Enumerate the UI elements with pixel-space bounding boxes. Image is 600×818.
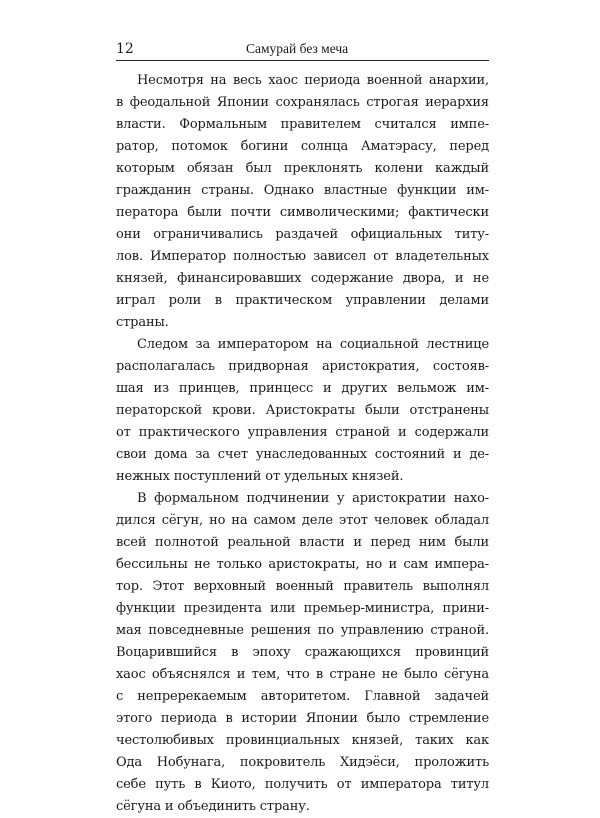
text-line: ператорской крови. Аристократы были отстранены <box>116 403 489 418</box>
text-line: Следом за императором на социальной лестнице <box>137 337 489 352</box>
text-line: ратор, потомок богини солнца Аматэрасу, перед <box>116 139 489 154</box>
text-line: нежных поступлений от удельных князей. <box>116 469 404 484</box>
text-line: от практического управления страной и содержали <box>116 425 489 440</box>
book-title: Самурай без меча <box>246 41 349 56</box>
text-line: всей полнотой реальной власти и перед ним были <box>116 535 489 550</box>
text-line: они ограничивались раздачей официальных титу- <box>116 227 489 242</box>
text-line: власти. Формальным правителем считался импе- <box>116 117 489 132</box>
text-line: Ода Нобунага, покровитель Хидэёси, проложить <box>116 755 489 770</box>
text-line: располагалась придворная аристократия, состояв- <box>116 359 489 374</box>
page-number: 12 <box>116 41 134 57</box>
text-line: дился сёгун, но на самом деле этот человек обладал <box>116 513 489 528</box>
text-line: свои дома за счет унаследованных состояний и де- <box>116 447 489 462</box>
text-line: этого периода в истории Японии было стремление <box>116 711 489 726</box>
body-text <box>116 70 489 818</box>
text-line: шая из принцев, принцесс и других вельмож им- <box>116 381 489 396</box>
text-line: с непререкаемым авторитетом. Главной задачей <box>116 689 489 704</box>
text-line: ператора были почти символическими; фактически <box>116 205 489 220</box>
running-header <box>116 40 489 61</box>
text-line: гражданин страны. Однако властные функции им- <box>116 183 489 198</box>
paragraph-1 <box>116 70 489 334</box>
text-line: тор. Этот верховный военный правитель выполнял <box>116 579 489 594</box>
text-line: В формальном подчинении у аристократии нахо- <box>137 491 489 506</box>
text-line: которым обязан был преклонять колени каждый <box>116 161 489 176</box>
text-line: князей, финансировавших содержание двора, и не <box>116 271 489 286</box>
text-line: сёгуна и объединить страну. <box>116 799 310 814</box>
paragraph-3 <box>116 488 489 818</box>
text-line: в феодальной Японии сохранялась строгая иерархия <box>116 95 489 110</box>
text-line: функции президента или премьер-министра, прини- <box>116 601 489 616</box>
text-line: мая повседневные решения по управлению страной. <box>116 623 489 638</box>
text-line: себе путь в Киото, получить от императора титул <box>116 777 489 792</box>
text-line: бессильны не только аристократы, но и сам импера- <box>116 557 489 572</box>
text-line: честолюбивых провинциальных князей, таких как <box>116 733 489 748</box>
text-line: играл роли в практическом управлении делами <box>116 293 489 308</box>
text-line: лов. Император полностью зависел от владетельных <box>116 249 489 264</box>
text-line: Воцарившийся в эпоху сражающихся провинций <box>116 645 489 660</box>
text-line: страны. <box>116 315 169 330</box>
text-line: Несмотря на весь хаос периода военной анархии, <box>137 73 489 88</box>
text-line: хаос объяснялся и тем, что в стране не было сёгуна <box>116 667 489 682</box>
paragraph-2 <box>116 334 489 488</box>
